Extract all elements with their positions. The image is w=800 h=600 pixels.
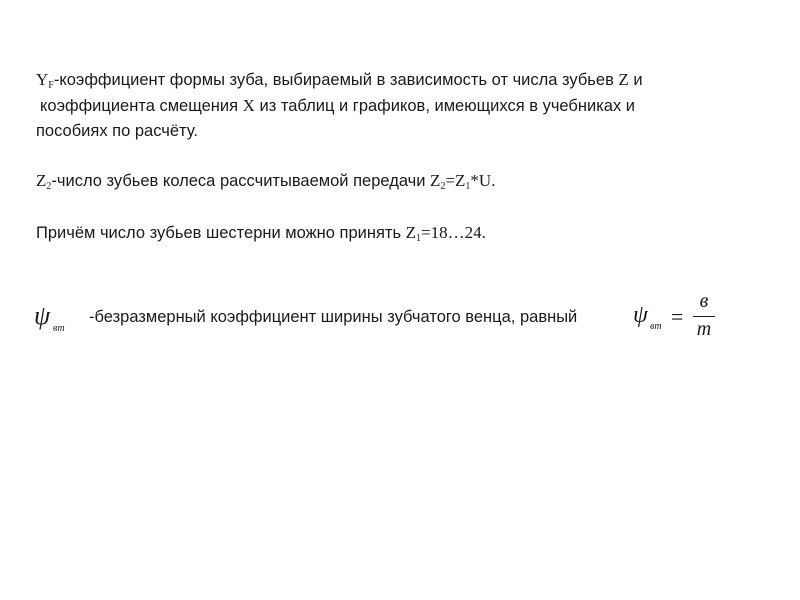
paragraph-wheel-teeth-count: $Z_2$-число зубьев колеса рассчитываемой передачи $Z_2=Z_1*U$. xyxy=(36,171,496,192)
fraction-numerator: в xyxy=(699,290,709,312)
formula-psi-symbol: ψ xyxy=(633,302,648,328)
paragraph-tooth-form-coefficient xyxy=(36,67,643,144)
fraction-bar xyxy=(693,316,715,317)
formula-z2: $Z_2=Z_1*U$. xyxy=(430,171,496,192)
paragraph-pinion-teeth: Причём число зубьев шестерни можно принять $Z_1=18\dots 24$. xyxy=(36,223,486,244)
width-coefficient-description: -безразмерный коэффициент ширины зубчатого венца, равный xyxy=(89,308,578,326)
formula-psi-subscript: вт xyxy=(650,321,662,332)
line-3: пособиях по расчёту. xyxy=(36,122,198,140)
psi-symbol: ψ xyxy=(34,301,51,330)
line-2: коэффициента смещения X из таблиц и графиков, имеющихся в учебниках и xyxy=(40,96,636,115)
equals-sign: = xyxy=(671,304,684,329)
fraction-denominator: m xyxy=(696,318,712,340)
symbol-yf: $Y_F$ xyxy=(36,70,54,91)
symbol-z1: $Z_1=18\dots 24$. xyxy=(405,223,486,244)
psi-subscript: вт xyxy=(53,323,65,334)
line-1: $Y_F$-коэффициент формы зуба, выбираемый в зависимость от числа зубьев Z и xyxy=(36,70,643,91)
symbol-z2: $Z_2$ xyxy=(36,171,52,192)
